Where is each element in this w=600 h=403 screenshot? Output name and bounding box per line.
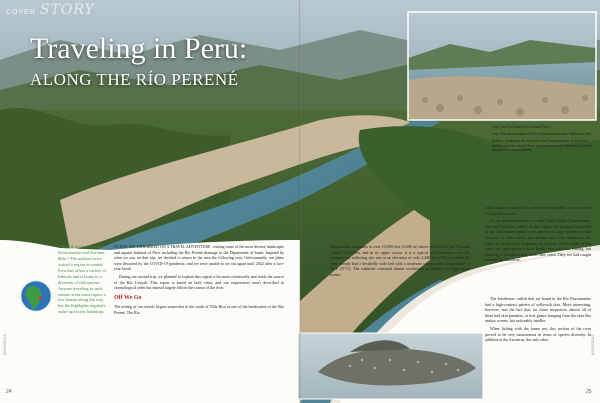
article-subtitle: ALONG THE RÍO PERENÉ [30,70,239,89]
col4-paragraph-2: When fishing with the frame net, this section of the river proved to be very monotonous in terms of species diversity. In addition to the Ancistrus, the only other [485,325,591,343]
page-number-right: 25 [586,389,592,395]
globe-location-marker [38,296,41,299]
side-label-left: AMAZONAS [3,333,7,355]
subheading-off-we-go: Off We Go [114,294,142,301]
col1-paragraph-2: During our second trip, we planned to explore this region a bit more extensively and reach the source of the Río Ucayali. This report is based on both visits, and our experiences aren't described in chronological order but instead largely follow the course of the river. [114,273,284,291]
page-gutter [299,0,301,403]
byline [58,244,108,315]
page-number-left: 24 [6,389,12,395]
column-3 [485,205,591,265]
col1-paragraph-1: IN 2019, WE EMBARKED ON A TRAVEL ADVENTURE, visiting some of the most diverse landscapes and aquatic habitats of Peru, including the Río Perené drainage in the Department of Junín. Inspired by what we saw on that trip, we decided to return to the area the following year. Unfortunately, our plans were thwarted by the COVID-19 pandemic, and we were unable to set out again until 2022 after a two-year break. [114,244,284,272]
column-4 [485,296,591,345]
caption-bottom: Bottom: Ancistrus sp. from the Río Paucartambo. A lot of the catfish that we caught from this location were afflicted by white, thread-like ectoparasites. [492,138,593,153]
caption-left: Left: The Río Perené in central Peru. [492,125,551,129]
section-label: COVER [6,9,36,16]
article-title: Traveling in Peru: [30,32,248,65]
byline-bullet: • [67,255,70,261]
section-script-label: STORY [39,2,95,18]
caption-top: Top: The stony bottom of Río Paucartambo was difficult to fish. [492,131,592,136]
column-1 [114,244,284,317]
col3-paragraph-2: To our great amazement, we didn't find a single Characiforms, but only Ancistrus catfish. In this region, the montane loricariids of the first-named genus were present in large numbers in the majority of other rivers and streams and were sometimes the fishes we found most frequently in our nets. On the bank of this river, we came across a local family who was also fishing, but planning to prepare a soup from their catch. They too had caught nothing but Ancistrus. [485,218,591,263]
byline-credit: article & images by Anja Kretschmann and Norman Behr [58,244,105,261]
col4-paragraph-1: The bristlenose catfish that we found in the Río Paucartambo had a high-contrast pattern of yellowish dots. More interesting, however, was the fact that, on closer inspection, almost all of them had skin parasites, at first glance hanging from the skin like anchor worms, but noticeably smaller. [485,296,591,324]
photo-caption [492,125,596,155]
col1-paragraph-3: The setting of our travels begins somewhat to the south of Villa Rica at one of the headwaters of the Río Perené. The Río [114,304,284,315]
col2-paragraph-1: Paucartambo originates at over 13,000 feet (4,000 m) above sea level in the Peruvian Central Cordillera, and in its upper course, it is a typical cold mountain river. By contrast, our collecting site was at an elevation of only 2,440 feet (750 m), where the river already had a decidedly wide bed with a moderate current and a temperature of 70°F (21°C). The substrate consisted almost exclusively of medium to large round stones, [330,244,470,277]
section-header [6,2,95,18]
byline-summary: The authors twice visited a region in central Peru that offers a variety of habitats and is home to a diversity of fish species. Anyone traveling to such remote areas must expect a few bumps along the way, but the highlights regularly make up for the hardships. [58,255,107,315]
column-2 [330,244,470,280]
side-label-right: AMAZONAS [591,333,595,355]
col3-paragraph-1: which made working with a seine net impossible, so we resorted to large throw nets. [485,205,591,216]
